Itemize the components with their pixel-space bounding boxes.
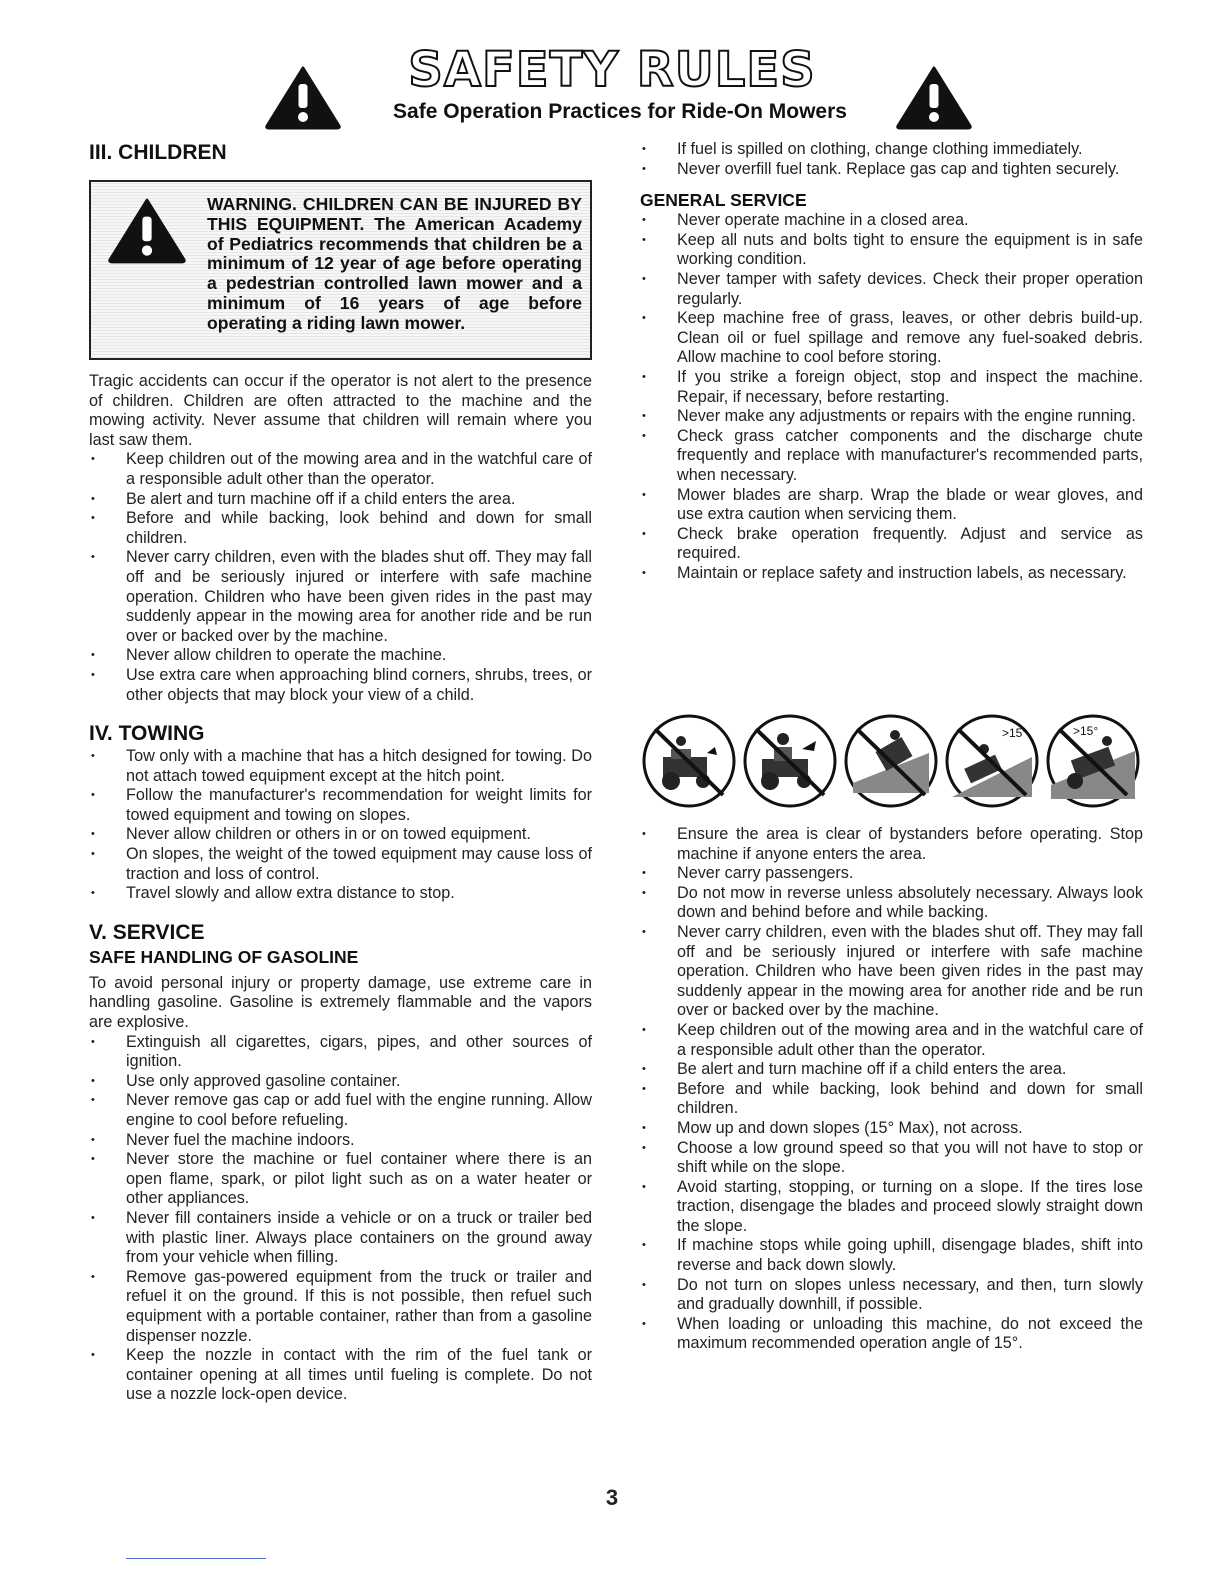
page-title: SAFETY RULES — [408, 42, 816, 98]
gasoline-subheading: SAFE HANDLING OF GASOLINE — [89, 946, 359, 967]
slope-rules-column — [640, 825, 1143, 1354]
list-item: • Never carry children, even with the blades shut off. They may fall off and be seriously injured or interfere with safe machine operation. Children who have been given rides in the past may suddenly appear in the mowing area for another ride and be run over or backed over by the machine. — [640, 923, 1143, 1021]
list-item: • When loading or unloading this machine, do not exceed the maximum recommended operation angle of 15°. — [640, 1315, 1143, 1354]
list-item: • Do not turn on slopes unless necessary, and then, turn slowly and gradually downhill, if possible. — [640, 1276, 1143, 1315]
list-item: • Maintain or replace safety and instruction labels, as necessary. — [640, 564, 1143, 584]
children-list — [89, 450, 592, 705]
warning-triangle-icon-right — [895, 64, 973, 130]
children-warning-text: WARNING. CHILDREN CAN BE INJURED BY THIS EQUIPMENT. The American Academy of Pediatrics recommends that children be a minimum of 12 year of age before operating a pedestrian controlled lawn mower and a minimum of 16 years of age before operating a riding lawn mower. — [207, 194, 582, 333]
list-item: • Mower blades are sharp. Wrap the blade or wear gloves, and use extra caution when servicing them. — [640, 486, 1143, 525]
page-subtitle: Safe Operation Practices for Ride-On Mowers — [393, 100, 847, 123]
children-warning-box — [89, 180, 592, 360]
list-item: • Remove gas-powered equipment from the truck or trailer and refuel it on the ground. If this is not possible, then refuel such equipment with a portable container, rather than from a gasoline dispenser nozzle. — [89, 1268, 592, 1346]
list-item: • Before and while backing, look behind and down for small children. — [640, 1080, 1143, 1119]
list-item: • Never store the machine or fuel container where there is an open flame, spark, or pilot light such as on a water heater or other appliances. — [89, 1150, 592, 1209]
list-item: • Check grass catcher components and the discharge chute frequently and replace with manufacturer's recommended parts, when necessary. — [640, 427, 1143, 486]
gasoline-list — [89, 1033, 592, 1405]
warning-triangle-icon — [107, 196, 187, 270]
list-item: • Use only approved gasoline container. — [89, 1072, 592, 1092]
list-item: • Keep the nozzle in contact with the rim of the fuel tank or container opening at all times until fueling is complete. Do not use a nozzle lock-open device. — [89, 1346, 592, 1405]
general-service-heading: GENERAL SERVICE — [640, 190, 807, 211]
list-item: • If machine stops while going uphill, disengage blades, shift into reverse and back down slowly. — [640, 1236, 1143, 1275]
list-item: • Keep children out of the mowing area and in the watchful care of a responsible adult other than the operator. — [640, 1021, 1143, 1060]
footer-rule — [126, 1558, 266, 1559]
list-item: • Never carry children, even with the blades shut off. They may fall off and be seriously injured or interfere with safe machine operation. Children who have been given rides in the past may suddenly appear in the mowing area for another ride and be run over or backed over by the machine. — [89, 548, 592, 646]
rollover-pictogram — [1045, 713, 1141, 809]
list-item: • Never allow children to operate the machine. — [89, 646, 592, 666]
no-passengers-pictogram — [742, 713, 838, 809]
list-item: • Choose a low ground speed so that you will not have to stop or shift while on the slope. — [640, 1139, 1143, 1178]
slope-angle-label: >15° — [1002, 726, 1028, 740]
children-heading: III. CHILDREN — [89, 141, 227, 164]
list-item: • Before and while backing, look behind and down for small children. — [89, 509, 592, 548]
gasoline-intro: To avoid personal injury or property damage, use extreme care in handling gasoline. Gasoline is extremely flammable and the vapors are explosive. — [89, 973, 592, 1032]
list-item: • Keep all nuts and bolts tight to ensure the equipment is in safe working condition. — [640, 231, 1143, 270]
slope-rules-list — [640, 825, 1143, 1354]
list-item: • Keep machine free of grass, leaves, or other debris build-up. Clean oil or fuel spillage and remove any fuel-soaked debris. Allow machine to cool before storing. — [640, 309, 1143, 368]
list-item: • Never allow children or others in or on towed equipment. — [89, 825, 592, 845]
service-heading: V. SERVICE — [89, 920, 205, 944]
list-item: • Check brake operation frequently. Adjust and service as required. — [640, 525, 1143, 564]
list-item: • Do not mow in reverse unless absolutely necessary. Always look down and behind before and while backing. — [640, 884, 1143, 923]
towing-list — [89, 747, 592, 904]
no-bystanders-pictogram — [641, 713, 737, 809]
list-item: • Be alert and turn machine off if a child enters the area. — [89, 490, 592, 510]
general-service-list — [640, 211, 1143, 583]
list-item: • Never fill containers inside a vehicle or on a truck or trailer bed with plastic liner. Always place containers on the ground away from your vehicle when filling. — [89, 1209, 592, 1268]
list-item: • Never make any adjustments or repairs with the engine running. — [640, 407, 1143, 427]
list-item: • Be alert and turn machine off if a child enters the area. — [640, 1060, 1143, 1080]
list-item: • If you strike a foreign object, stop and inspect the machine. Repair, if necessary, before restarting. — [640, 368, 1143, 407]
list-item: • Never remove gas cap or add fuel with the engine running. Allow engine to cool before refueling. — [89, 1091, 592, 1130]
list-item: • Keep children out of the mowing area and in the watchful care of a responsible adult other than the operator. — [89, 450, 592, 489]
slope-limit-pictogram — [944, 713, 1040, 809]
list-item: • Never overfill fuel tank. Replace gas cap and tighten securely. — [640, 160, 1143, 180]
list-item: • If fuel is spilled on clothing, change clothing immediately. — [640, 140, 1143, 160]
list-item: • Extinguish all cigarettes, cigars, pipes, and other sources of ignition. — [89, 1033, 592, 1072]
list-item: • Never carry passengers. — [640, 864, 1143, 884]
towing-heading: IV. TOWING — [89, 722, 205, 746]
list-item: • On slopes, the weight of the towed equipment may cause loss of traction and loss of control. — [89, 845, 592, 884]
list-item: • Mow up and down slopes (15° Max), not across. — [640, 1119, 1143, 1139]
children-intro: Tragic accidents can occur if the operator is not alert to the presence of children. Children are often attracted to the machine and the mowing activity. Never assume that children will remain where you last saw them. — [89, 372, 592, 449]
right-column — [640, 140, 1143, 583]
left-column — [89, 140, 592, 1405]
no-across-slope-pictogram — [843, 713, 939, 809]
page-number: 3 — [605, 1485, 619, 1510]
list-item: • Travel slowly and allow extra distance to stop. — [89, 884, 592, 904]
list-item: • Never operate machine in a closed area. — [640, 211, 1143, 231]
list-item: • Ensure the area is clear of bystanders before operating. Stop machine if anyone enters the area. — [640, 825, 1143, 864]
list-item: • Tow only with a machine that has a hitch designed for towing. Do not attach towed equipment except at the hitch point. — [89, 747, 592, 786]
gasoline-list-continued — [640, 140, 1143, 179]
list-item: • Follow the manufacturer's recommendation for weight limits for towed equipment and towing on slopes. — [89, 786, 592, 825]
list-item: • Use extra care when approaching blind corners, shrubs, trees, or other objects that may block your view of a child. — [89, 666, 592, 705]
list-item: • Avoid starting, stopping, or turning on a slope. If the tires lose traction, disengage the blades and proceed slowly straight down the slope. — [640, 1178, 1143, 1237]
safety-pictogram-row — [641, 713, 1143, 815]
slope-angle-label: >15° — [1073, 724, 1099, 738]
list-item: • Never tamper with safety devices. Check their proper operation regularly. — [640, 270, 1143, 309]
list-item: • Never fuel the machine indoors. — [89, 1131, 592, 1151]
